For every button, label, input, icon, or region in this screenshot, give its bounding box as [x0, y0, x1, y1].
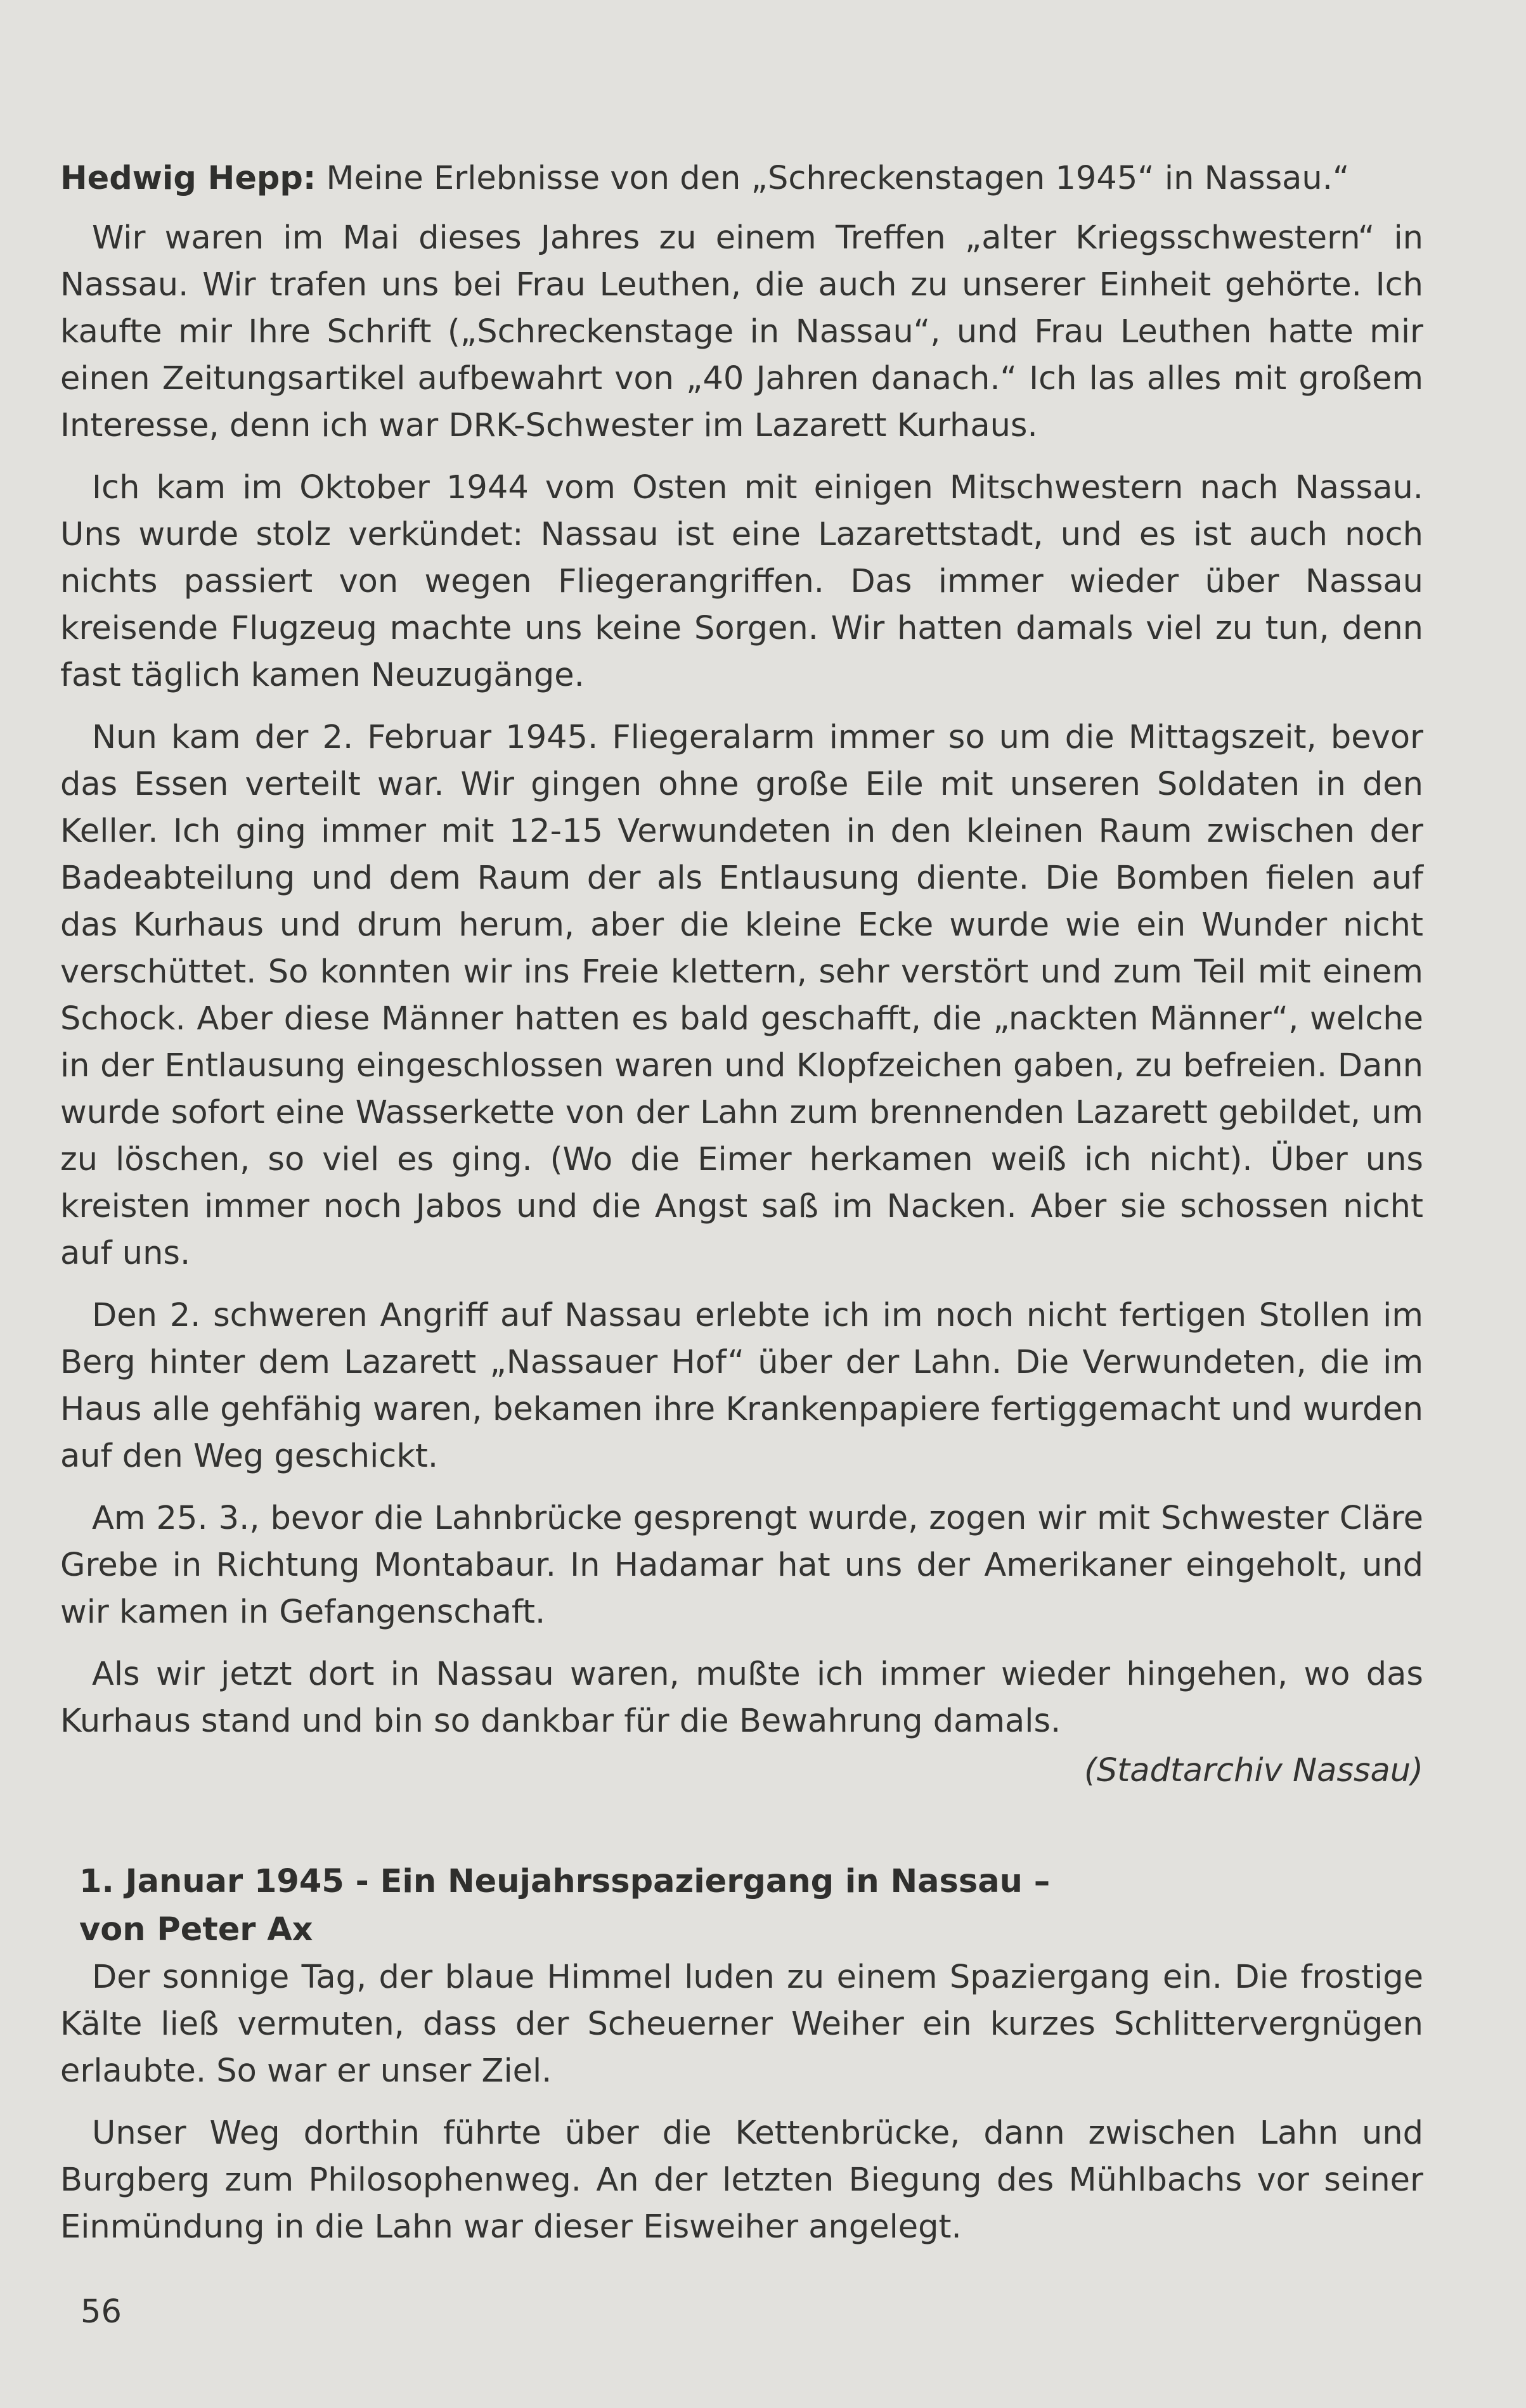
paragraph: Wir waren im Mai dieses Jahres zu einem Treffen „alter Kriegsschwestern“ in Nassau. Wir trafen uns bei Frau Leuthen, die auch zu unserer Einheit gehörte. Ich kaufte mir Ihre Schrift („Schreckenstage in Nassau“, und Frau Leuthen hatte mir einen Zeitungsartikel aufbewahrt von „40 Jahren danach.“ Ich las alles mit großem Interesse, denn ich war DRK-Schwester im Lazarett Kurhaus.	[60, 219, 1423, 444]
paragraph: Unser Weg dorthin führte über die Kettenbrücke, dann zwischen Lahn und Burgberg zum Philosophenweg. An der letzten Biegung des Mühlbachs vor seiner Einmündung in die Lahn war dieser Eisweiher angelegt.	[60, 2115, 1423, 2246]
page-number: 56	[81, 2293, 122, 2331]
paragraph: Den 2. schweren Angriff auf Nassau erlebte ich im noch nicht fertigen Stollen im Berg hinter dem Lazarett „Nassauer Hof“ über der Lahn. Die Verwundeten, die im Haus alle gehfähig waren, bekamen ihre Krankenpapiere fertiggemacht und wurden auf den Weg geschickt.	[60, 1297, 1423, 1475]
paragraph: Als wir jetzt dort in Nassau waren, mußte ich immer wieder hingehen, wo das Kurhaus stand und bin so dankbar für die Bewahrung damals.	[60, 1656, 1423, 1740]
article-author: Hedwig Hepp:	[60, 160, 316, 197]
paragraph: Nun kam der 2. Februar 1945. Fliegeralarm immer so um die Mittagszeit, bevor das Essen verteilt war. Wir gingen ohne große Eile mit unseren Soldaten in den Keller. Ich ging immer mit 12-15 Verwundeten in den kleinen Raum zwischen der Badeabteilung und dem Raum der als Entlausung diente. Die Bomben fielen auf das Kurhaus und drum herum, aber die kleine Ecke wurde wie ein Wunder nicht verschüttet. So konnten wir ins Freie klettern, sehr verstört und zum Teil mit einem Schock. Aber diese Männer hatten es bald geschafft, die „nackten Männer“, welche in der Entlausung eingeschlossen waren und Klopfzeichen gaben, zu befreien. Dann wurde sofort eine Wasserkette von der Lahn zum brennenden Lazarett gebildet, um zu löschen, so viel es ging. (Wo die Eimer herkamen weiß ich nicht). Über uns kreisten immer noch Jabos und die Angst saß im Nacken. Aber sie schossen nicht auf uns.	[60, 719, 1423, 1272]
article-title: Meine Erlebnisse von den „Schreckenstagen 1945“ in Nassau.“	[326, 160, 1350, 197]
source-citation: (Stadtarchiv Nassau)	[1083, 1752, 1423, 1789]
page-content	[60, 155, 1423, 2266]
section-heading-line: 1. Januar 1945 - Ein Neujahrsspaziergang in Nassau –	[79, 1863, 1051, 1900]
article-title-line	[60, 155, 1423, 202]
paragraph: Am 25. 3., bevor die Lahnbrücke gesprengt wurde, zogen wir mit Schwester Cläre Grebe in Richtung Montabaur. In Hadamar hat uns der Amerikaner eingeholt, und wir kamen in Gefangenschaft.	[60, 1500, 1423, 1631]
section-heading-author: von Peter Ax	[79, 1911, 313, 1948]
section-heading	[79, 1858, 1423, 1954]
paragraph: Ich kam im Oktober 1944 vom Osten mit einigen Mitschwestern nach Nassau. Uns wurde stolz verkündet: Nassau ist eine Lazarettstadt, und es ist auch noch nichts passiert von wegen Fliegerangriffen. Das immer wieder über Nassau kreisende Flugzeug machte uns keine Sorgen. Wir hatten damals viel zu tun, denn fast täglich kamen Neuzugänge.	[60, 469, 1423, 694]
paragraph: Der sonnige Tag, der blaue Himmel luden zu einem Spaziergang ein. Die frostige Kälte ließ vermuten, dass der Scheuerner Weiher ein kurzes Schlittervergnügen erlaubte. So war er unser Ziel.	[60, 1959, 1423, 2090]
